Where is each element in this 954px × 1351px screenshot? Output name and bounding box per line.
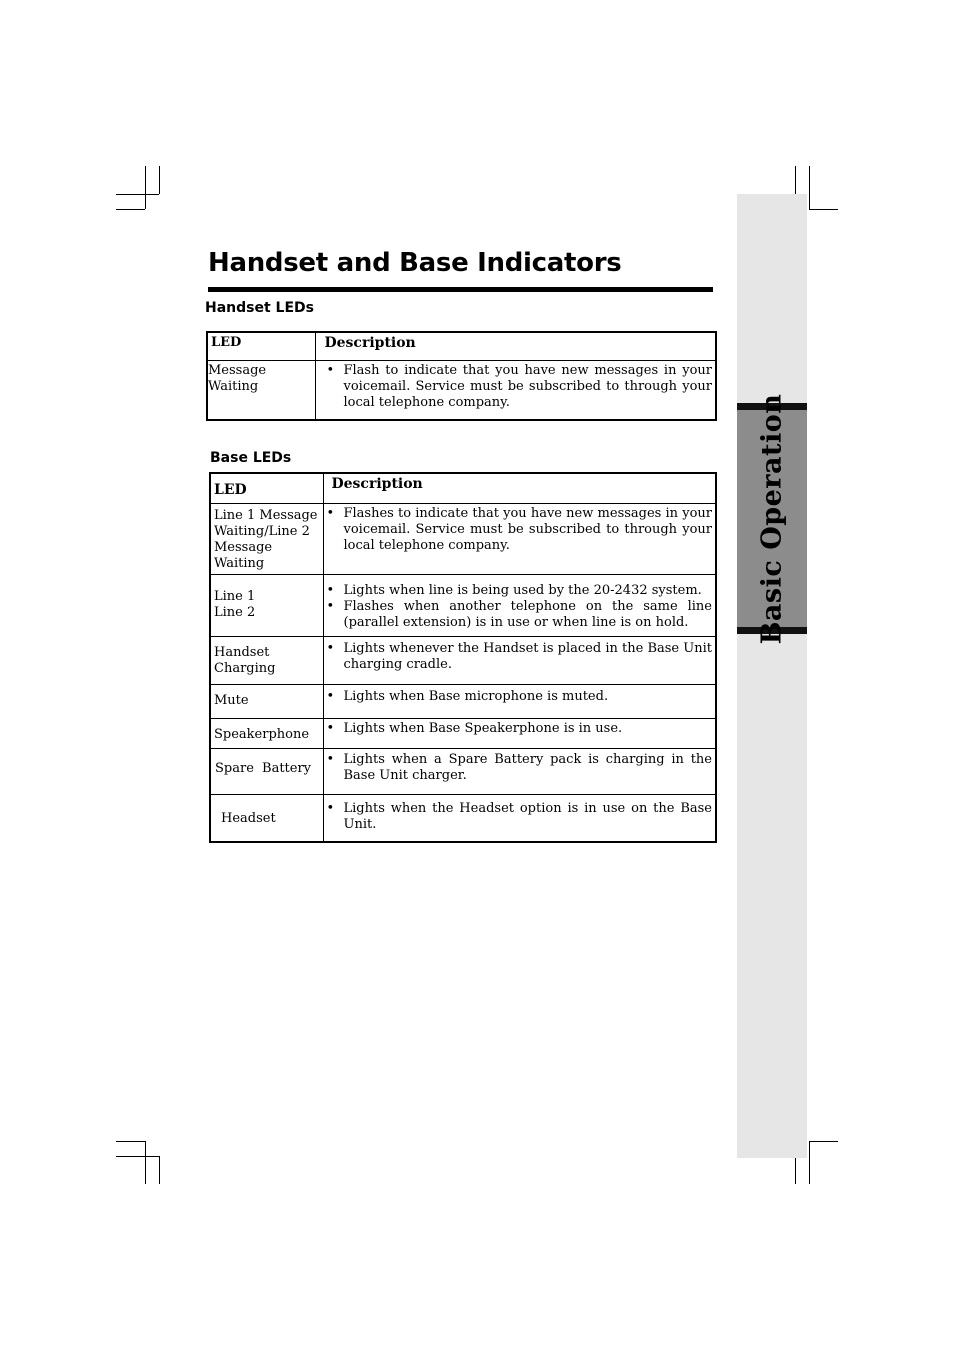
side-strip [737, 194, 807, 1158]
table-row [210, 718, 716, 748]
crop-mark [809, 209, 838, 210]
led-name: Speakerphone [214, 726, 310, 742]
crop-mark [116, 1141, 145, 1142]
col-header-led: LED [211, 335, 242, 350]
crop-mark [116, 194, 159, 195]
crop-mark [116, 209, 145, 210]
crop-mark [795, 1156, 796, 1184]
crop-mark [145, 166, 146, 209]
handset-led-table [206, 331, 717, 421]
base-led-table [209, 472, 717, 843]
led-name: Line 1 Message Waiting/Line 2 Message Waiting [214, 507, 318, 571]
description-item: • Flashes when another telephone on the same line (parallel extension) is in use or when line is on hold. [324, 599, 713, 631]
table-row [210, 574, 716, 636]
description-item: • Lights whenever the Handset is placed in the Base Unit charging cradle. [324, 641, 713, 673]
crop-mark [145, 1141, 146, 1184]
led-name: Line 1 Line 2 [214, 588, 256, 620]
crop-mark [795, 166, 796, 194]
description-item: • Flash to indicate that you have new messages in your voicemail. Service must be subscribed to through your local telephone company. [324, 363, 713, 411]
description-item: • Lights when a Spare Battery pack is charging in the Base Unit charger. [324, 752, 713, 784]
table-header-row [207, 332, 716, 360]
handset-section-title: Handset LEDs [205, 300, 314, 316]
crop-mark [159, 1156, 160, 1184]
crop-mark [116, 1156, 159, 1157]
table-row [210, 636, 716, 684]
table-row [210, 684, 716, 718]
title-rule [208, 287, 713, 292]
description-item: • Lights when Base Speakerphone is in use. [324, 721, 713, 737]
description-item: • Lights when Base microphone is muted. [324, 689, 713, 705]
table-row [210, 794, 716, 842]
led-name: Mute [214, 692, 249, 708]
page-title: Handset and Base Indicators [208, 248, 622, 278]
led-name: Message Waiting [208, 362, 267, 394]
led-name: Headset [221, 810, 276, 826]
description-item: • Lights when line is being used by the 20-2432 system. [324, 583, 713, 599]
col-header-led: LED [214, 482, 247, 498]
base-section-title: Base LEDs [210, 450, 292, 466]
crop-mark [159, 166, 160, 194]
side-tab-label: Basic Operation [756, 393, 788, 644]
side-tab [737, 393, 807, 644]
crop-mark [809, 166, 810, 209]
led-name: Handset Charging [214, 644, 276, 676]
description-item: • Lights when the Headset option is in use on the Base Unit. [324, 801, 713, 833]
crop-mark [809, 1141, 838, 1142]
col-header-description: Description [331, 476, 423, 492]
table-row [207, 360, 716, 420]
description-item: • Flashes to indicate that you have new messages in your voicemail. Service must be subscribed to through your local telephone company. [324, 506, 713, 554]
table-header-row [210, 473, 716, 503]
table-row [210, 503, 716, 574]
crop-mark [809, 1141, 810, 1184]
led-name: Spare Battery [215, 760, 312, 776]
col-header-description: Description [324, 335, 416, 351]
table-row [210, 748, 716, 794]
